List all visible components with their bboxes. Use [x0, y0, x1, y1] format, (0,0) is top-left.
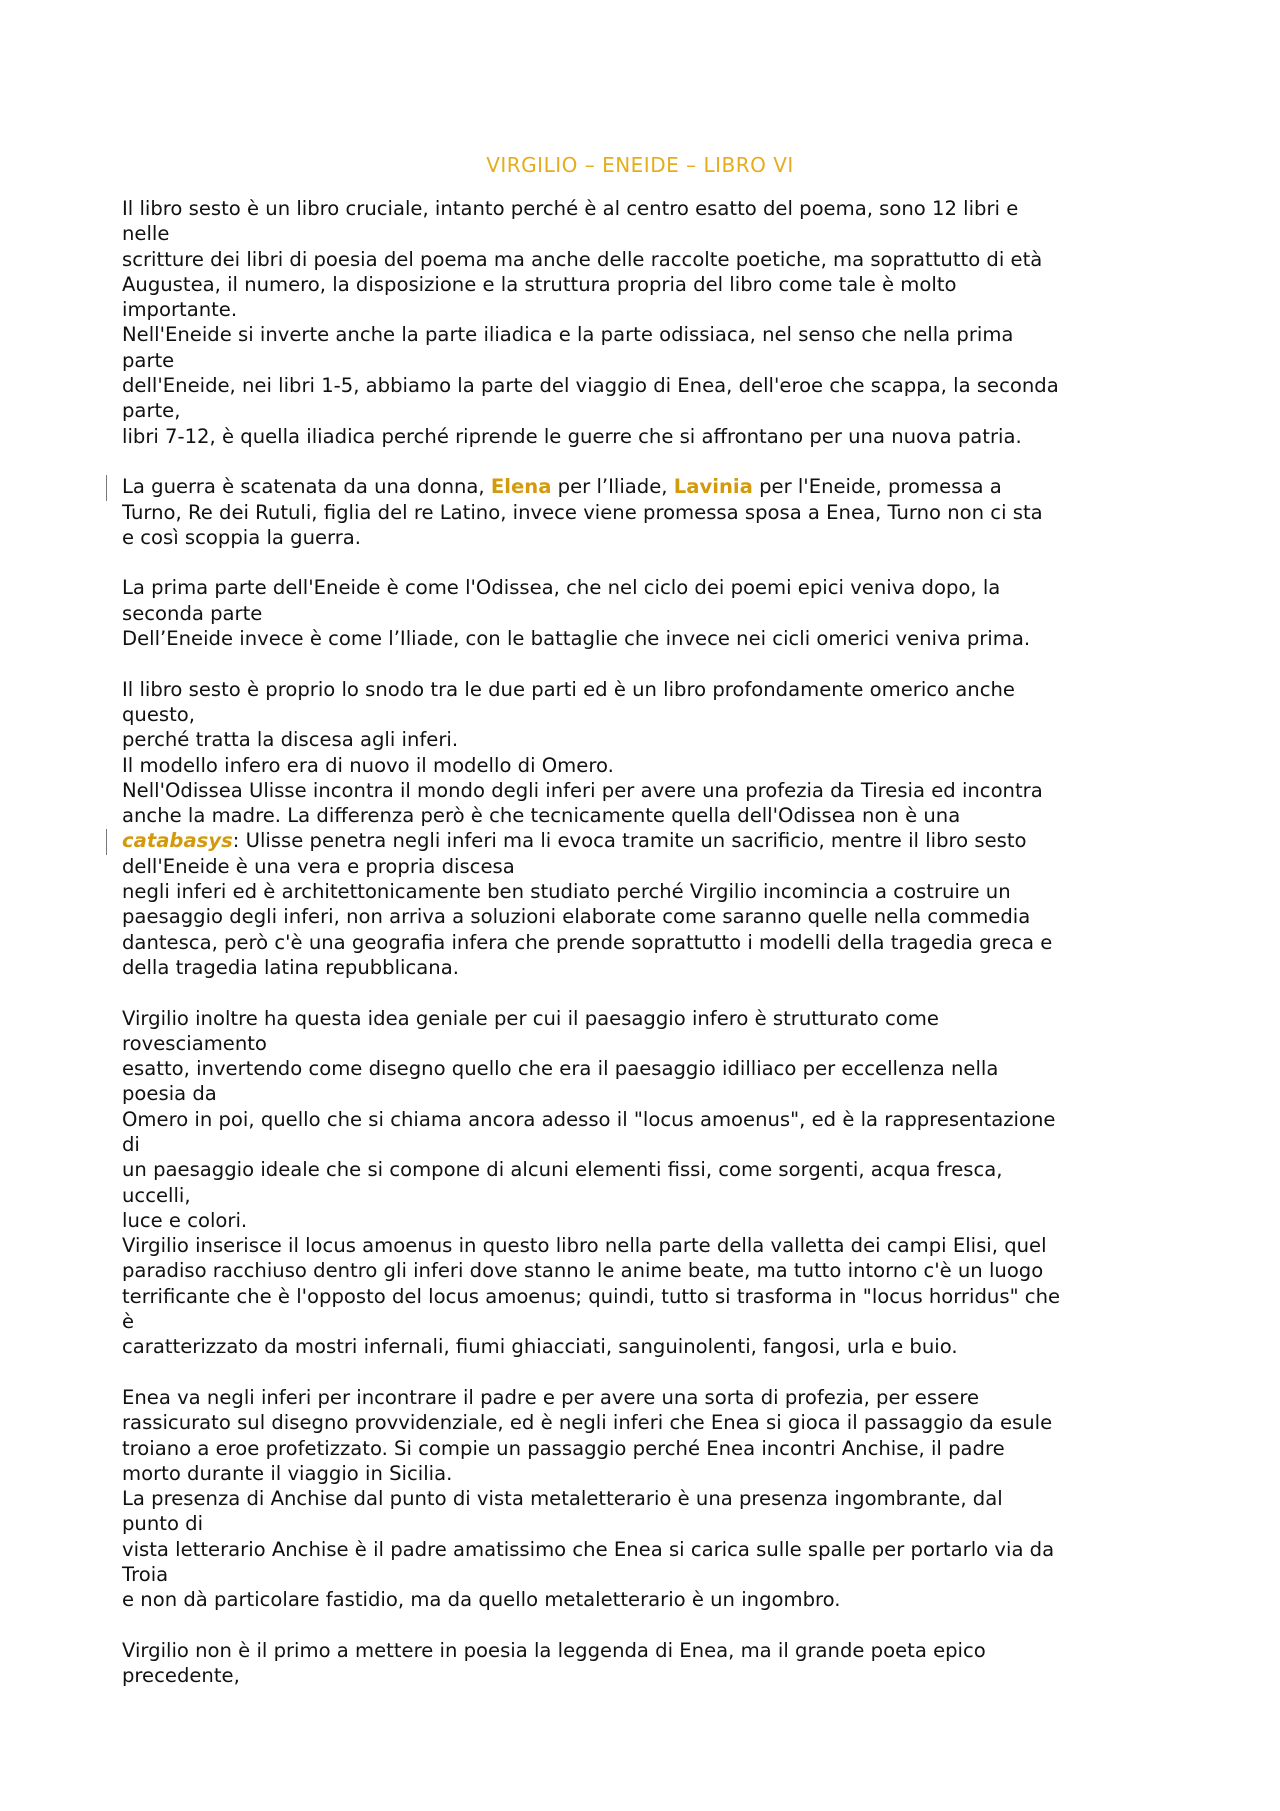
text-segment: per l’Iliade,	[551, 475, 674, 499]
text-line: dell'Eneide, nei libri 1-5, abbiamo la parte del viaggio di Enea, dell'eroe che scappa, la seconda	[122, 374, 1059, 398]
text-line: seconda parte	[122, 601, 263, 625]
text-line: La presenza di Anchise dal punto di vista metaletterario è una presenza ingombrante, dal	[122, 1487, 1003, 1511]
text-line: un paesaggio ideale che si compone di alcuni elementi fissi, come sorgenti, acqua fresca,	[122, 1158, 1003, 1182]
text-line: La prima parte dell'Eneide è come l'Odissea, che nel ciclo dei poemi epici veniva dopo, la	[122, 576, 1001, 600]
text-line: questo,	[122, 702, 196, 726]
document-body	[122, 196, 1182, 1714]
text-segment: : Ulisse penetra negli inferi ma li evoca tramite un sacrificio, mentre il libro sesto	[232, 829, 1027, 853]
text-line: terrificante che è l'opposto del locus amoenus; quindi, tutto si trasforma in "locus horridus" che	[122, 1284, 1061, 1308]
text-line: parte	[122, 348, 175, 372]
text-segment: La guerra è scatenata da una donna,	[122, 475, 491, 499]
text-line: dantesca, però c'è una geografia infera che prende soprattutto i modelli della tragedia greca e	[122, 930, 1053, 954]
text-line: Nell'Odissea Ulisse incontra il mondo degli inferi per avere una profezia da Tiresia ed incontra	[122, 778, 1043, 802]
text-line: e così scoppia la guerra.	[122, 525, 362, 549]
text-line: parte,	[122, 399, 181, 423]
text-line: perché tratta la discesa agli inferi.	[122, 728, 459, 752]
paragraph-3	[122, 575, 1182, 651]
text-line	[122, 474, 1182, 499]
text-line: e non dà particolare fastidio, ma da quello metaletterario è un ingombro.	[122, 1588, 841, 1612]
text-line: uccelli,	[122, 1183, 191, 1207]
text-line: Dell’Eneide invece è come l’Iliade, con le battaglie che invece nei cicli omerici veniva prima.	[122, 627, 1031, 651]
paragraph-6	[122, 1385, 1182, 1613]
highlight-catabasys: catabasys	[122, 829, 233, 853]
text-line: poesia da	[122, 1082, 217, 1106]
change-marker	[106, 829, 107, 855]
text-line: è	[122, 1310, 135, 1334]
highlight-elena: Elena	[490, 475, 552, 499]
text-segment: per l'Eneide, promessa a	[752, 475, 1002, 499]
text-line: Enea va negli inferi per incontrare il padre e per avere una sorta di profezia, per essere	[122, 1385, 980, 1409]
text-line: rovesciamento	[122, 1031, 267, 1055]
text-line: anche la madre. La differenza però è che tecnicamente quella dell'Odissea non è una	[122, 804, 961, 828]
text-line: rassicurato sul disegno provvidenziale, ed è negli inferi che Enea si gioca il passaggio da esule	[122, 1411, 1053, 1435]
text-line: libri 7-12, è quella iliadica perché riprende le guerre che si affrontano per una nuova patria.	[122, 424, 1022, 448]
text-line: esatto, invertendo come disegno quello che era il paesaggio idilliaco per eccellenza nella	[122, 1057, 999, 1081]
text-line: precedente,	[122, 1664, 240, 1688]
text-line: morto durante il viaggio in Sicilia.	[122, 1461, 453, 1485]
text-line: nelle	[122, 222, 170, 246]
text-line: Il libro sesto è un libro cruciale, intanto perché è al centro esatto del poema, sono 12 libri e	[122, 197, 1019, 220]
paragraph-1	[122, 196, 1182, 449]
text-line: Nell'Eneide si inverte anche la parte iliadica e la parte odissiaca, nel senso che nella prima	[122, 323, 1014, 347]
text-line: luce e colori.	[122, 1208, 248, 1232]
text-line: importante.	[122, 298, 238, 322]
text-line: Augustea, il numero, la disposizione e la struttura propria del libro come tale è molto	[122, 272, 957, 296]
text-line: punto di	[122, 1512, 204, 1536]
paragraph-4	[122, 677, 1182, 981]
text-line: Troia	[122, 1563, 169, 1587]
text-line: troiano a eroe profetizzato. Si compie un passaggio perché Enea incontri Anchise, il padre	[122, 1436, 1005, 1460]
text-line: Il libro sesto è proprio lo snodo tra le due parti ed è un libro profondamente omerico anche	[122, 677, 1015, 701]
text-line: paradiso racchiuso dentro gli inferi dove stanno le anime beate, ma tutto intorno c'è un luogo	[122, 1259, 1044, 1283]
text-line: dell'Eneide è una vera e propria discesa	[122, 854, 515, 878]
text-line	[122, 828, 1182, 853]
highlight-lavinia: Lavinia	[673, 475, 753, 499]
paragraph-5	[122, 1006, 1182, 1360]
paragraph-7	[122, 1638, 1182, 1689]
text-line: di	[122, 1132, 140, 1156]
text-line: Il modello infero era di nuovo il modello di Omero.	[122, 753, 614, 777]
text-line: Virgilio inoltre ha questa idea geniale per cui il paesaggio infero è strutturato come	[122, 1006, 939, 1030]
text-line: Virgilio non è il primo a mettere in poesia la leggenda di Enea, ma il grande poeta epico	[122, 1638, 986, 1662]
text-line: scritture dei libri di poesia del poema ma anche delle raccolte poetiche, ma soprattutto di età	[122, 247, 1043, 271]
text-line: Turno, Re dei Rutuli, figlia del re Latino, invece viene promessa sposa a Enea, Turno non ci sta	[122, 500, 1043, 524]
text-line: caratterizzato da mostri infernali, fiumi ghiacciati, sanguinolenti, fangosi, urla e buio.	[122, 1335, 958, 1359]
paragraph-2	[122, 474, 1182, 550]
text-line: della tragedia latina repubblicana.	[122, 955, 459, 979]
change-marker	[106, 475, 107, 501]
text-line: negli inferi ed è architettonicamente ben studiato perché Virgilio incomincia a costruire un	[122, 880, 1011, 904]
text-line: Virgilio inserisce il locus amoenus in questo libro nella parte della valletta dei campi Elisi, quel	[122, 1234, 1047, 1258]
text-line: Omero in poi, quello che si chiama ancora adesso il "locus amoenus", ed è la rappresentazione	[122, 1107, 1056, 1131]
text-line: vista letterario Anchise è il padre amatissimo che Enea si carica sulle spalle per portarlo via da	[122, 1537, 1055, 1561]
text-line: paesaggio degli inferi, non arriva a soluzioni elaborate come saranno quelle nella commedia	[122, 905, 1031, 929]
document-title: VIRGILIO – ENEIDE – LIBRO VI	[486, 153, 794, 177]
